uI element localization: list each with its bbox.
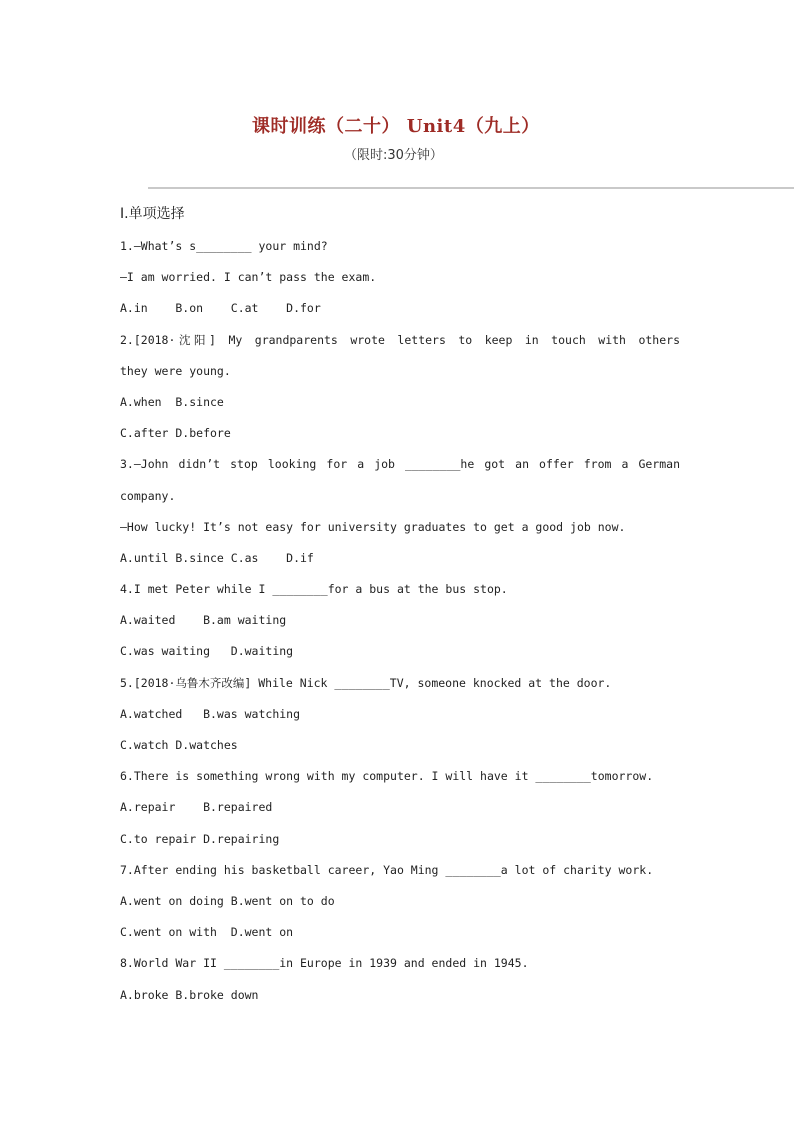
question-line: —I am worried. I can’t pass the exam. <box>120 270 377 285</box>
options-line: A.when B.since <box>120 394 224 409</box>
exercise-content <box>120 200 680 1011</box>
section-heading: Ⅰ.单项选择 <box>120 206 185 222</box>
question-line: 4.I met Peter while I ________for a bus at the bus stop. <box>120 582 508 597</box>
question-line: 8.World War II ________in Europe in 1939 and ended in 1945. <box>120 956 529 971</box>
options-line: A.watched B.was watching <box>120 706 301 721</box>
question-line: 3.—John didn’t stop looking for a job ________he got an offer from a German <box>120 457 680 472</box>
options-line: C.watch D.watches <box>120 738 238 752</box>
options-line: A.in B.on C.at D.for <box>120 301 321 316</box>
options-line: C.went on with D.went on <box>120 925 294 940</box>
options-line: A.waited B.am waiting <box>120 613 287 628</box>
question-line: company. <box>120 488 176 503</box>
question-line: 5.[2018·乌鲁木齐改编] While Nick ________TV, someone knocked at the door. <box>120 675 612 690</box>
question-line: 7.After ending his basketball career, Yao Ming ________a lot of charity work. <box>120 862 654 877</box>
time-limit-subtitle: （限时:30分钟） <box>344 148 443 163</box>
options-line: A.broke B.broke down <box>120 987 259 1002</box>
options-line: C.after D.before <box>120 426 231 441</box>
options-line: A.until B.since C.as D.if <box>120 550 314 565</box>
question-line: 6.There is something wrong with my computer. I will have it ________tomorrow. <box>120 769 654 784</box>
options-line: C.was waiting D.waiting <box>120 644 294 659</box>
page-title: 课时训练（二十） Unit4（九上） <box>252 116 540 137</box>
options-line: A.repair B.repaired <box>120 800 273 815</box>
question-line: —How lucky! It’s not easy for university graduates to get a good job now. <box>120 519 626 534</box>
question-line: they were young. <box>120 363 231 378</box>
options-line: C.to repair D.repairing <box>120 831 280 846</box>
options-line: A.went on doing B.went on to do <box>120 893 335 908</box>
question-line: 2.[2018·沈阳] My grandparents wrote letters to keep in touch with others <box>120 332 680 347</box>
header-divider <box>148 187 794 189</box>
question-line: 1.—What’s s________ your mind? <box>120 239 328 253</box>
